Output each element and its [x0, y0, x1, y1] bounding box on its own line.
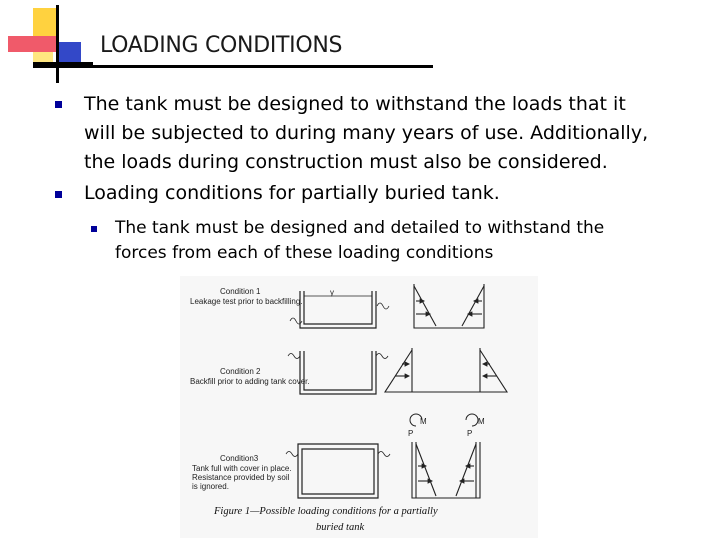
condition-1-pressure-diagram — [414, 284, 484, 328]
corner-decoration — [0, 0, 100, 90]
condition-3-label: Condition3 — [220, 454, 259, 463]
bullet-marker-2 — [55, 191, 62, 198]
figure-drawing — [180, 276, 538, 538]
sub-bullet-line-1: The tank must be designed and detailed to withstand the — [115, 218, 605, 238]
condition-2-pressure-diagram — [385, 348, 507, 392]
figure-caption-line-1: Figure 1—Possible loading conditions for a partially — [214, 506, 438, 517]
loading-conditions-figure — [180, 276, 538, 538]
bullet-2-line-1: Loading conditions for partially buried tank. — [84, 182, 500, 204]
figure-caption-line-2: buried tank — [316, 522, 365, 533]
bullet-1-line-3: the loads during construction must also be considered. — [84, 151, 608, 173]
sub-bullet-marker-1 — [91, 226, 97, 232]
condition-3-desc-line-1: Tank full with cover in place. — [192, 464, 292, 473]
force-symbol-left: P — [408, 429, 414, 438]
sub-bullet-line-2: forces from each of these loading conditions — [115, 243, 494, 263]
condition-3-desc-line-3: is ignored. — [192, 482, 229, 491]
title-underline — [33, 65, 433, 68]
condition-3-tank — [286, 444, 390, 498]
moment-symbol-right: M — [478, 417, 485, 426]
moment-symbol-left: M — [420, 417, 427, 426]
deco-vertical-line — [56, 5, 59, 83]
force-symbol-right: P — [467, 429, 473, 438]
condition-1-gamma: γ — [330, 288, 334, 297]
condition-2-tank — [288, 351, 388, 394]
bullet-marker-1 — [55, 101, 62, 108]
deco-red-bar — [8, 36, 56, 52]
condition-2-desc: Backfill prior to adding tank cover. — [190, 377, 310, 386]
condition-1-tank — [290, 291, 389, 328]
condition-3-pressure-diagram — [412, 442, 480, 498]
bullet-1-line-2: will be subjected to during many years of use. Additionally, — [84, 122, 649, 144]
condition-3-desc-line-2: Resistance provided by soil — [192, 473, 290, 482]
condition-2-label: Condition 2 — [220, 367, 261, 376]
bullet-1-line-1: The tank must be designed to withstand the loads that it — [84, 93, 626, 115]
slide-title: LOADING CONDITIONS — [100, 33, 343, 58]
deco-blue-block — [57, 42, 81, 64]
condition-1-desc: Leakage test prior to backfilling. — [190, 297, 303, 306]
condition-1-label: Condition 1 — [220, 287, 261, 296]
deco-yellow-block — [33, 8, 57, 38]
